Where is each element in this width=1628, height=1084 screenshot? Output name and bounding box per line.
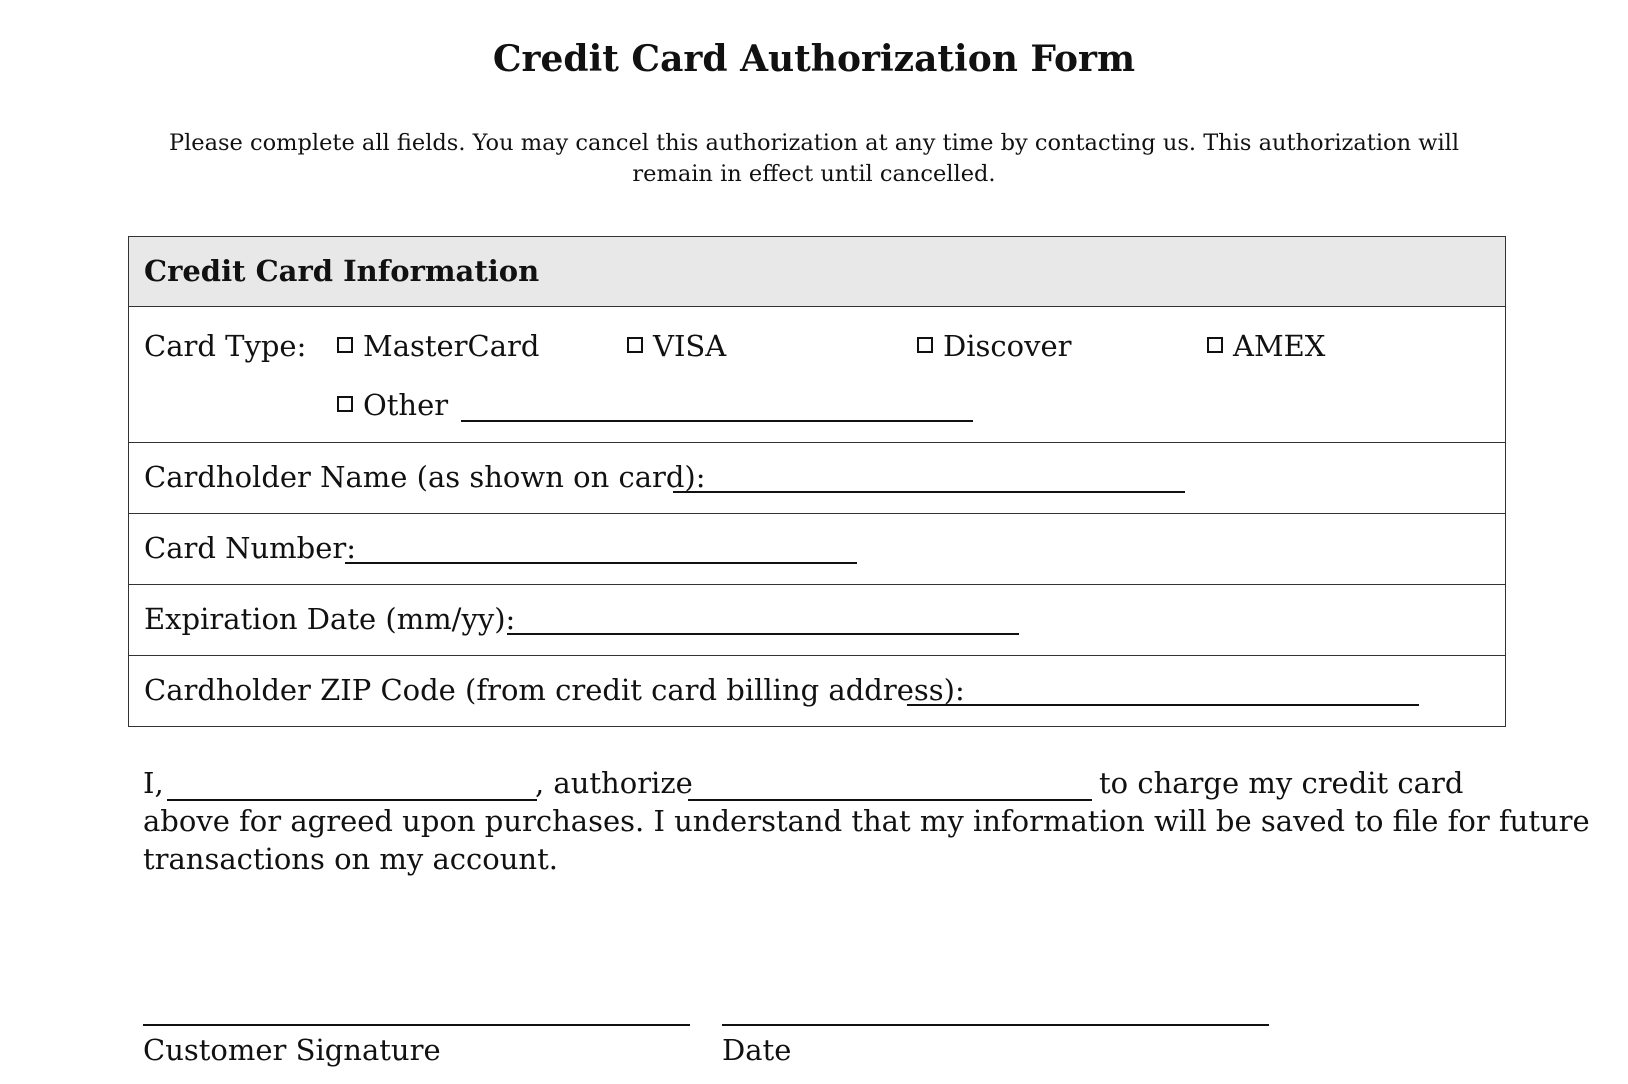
form-title: Credit Card Authorization Form [492, 38, 1136, 80]
section-header: Credit Card Information [144, 254, 540, 288]
section-header-row [129, 237, 1505, 307]
card-number-label: Card Number: [144, 531, 357, 565]
discover-option[interactable] [917, 329, 1072, 363]
cardholder-name-row [129, 443, 1505, 514]
expiration-blank[interactable] [507, 633, 1019, 635]
auth-prefix: I, [143, 766, 164, 800]
visa-checkbox[interactable] [627, 337, 643, 353]
expiration-row [129, 585, 1505, 656]
other-checkbox[interactable] [337, 396, 353, 412]
visa-option[interactable] [627, 329, 726, 363]
mastercard-checkbox[interactable] [337, 337, 353, 353]
expiration-label: Expiration Date (mm/yy): [144, 602, 516, 636]
card-number-row [129, 514, 1505, 585]
date-label: Date [722, 1033, 792, 1067]
auth-line-2: above for agreed upon purchases. I understand that my information will be saved to file for future [143, 804, 1590, 838]
card-type-row [129, 307, 1505, 443]
auth-line-3: transactions on my account. [143, 842, 558, 876]
zip-label: Cardholder ZIP Code (from credit card billing address): [144, 673, 965, 707]
auth-charge-text: to charge my credit card [1099, 766, 1464, 800]
cardholder-name-label: Cardholder Name (as shown on card): [144, 460, 706, 494]
amex-option[interactable] [1207, 329, 1325, 363]
cardholder-name-blank[interactable] [673, 491, 1185, 493]
discover-checkbox[interactable] [917, 337, 933, 353]
mastercard-option[interactable] [337, 329, 539, 363]
other-label: Other [363, 388, 449, 422]
other-card-type-blank[interactable] [461, 420, 973, 422]
form-instructions: Please complete all fields. You may cancel this authorization at any time by contacting us. This authorization will remain in effect until cancelled. [168, 130, 1460, 187]
amex-label: AMEX [1233, 329, 1326, 363]
other-option[interactable] [337, 388, 448, 422]
customer-signature-label: Customer Signature [143, 1033, 441, 1067]
customer-name-blank[interactable] [167, 799, 537, 801]
mastercard-label: MasterCard [363, 329, 540, 363]
card-number-blank[interactable] [345, 562, 857, 564]
visa-label: VISA [653, 329, 727, 363]
date-line[interactable] [722, 1024, 1269, 1026]
zip-row [129, 656, 1505, 726]
card-type-label: Card Type: [144, 329, 307, 363]
auth-authorize-text: , authorize [535, 766, 693, 800]
zip-blank[interactable] [907, 704, 1419, 706]
amex-checkbox[interactable] [1207, 337, 1223, 353]
customer-signature-line[interactable] [143, 1024, 690, 1026]
discover-label: Discover [943, 329, 1072, 363]
credit-card-info-table [128, 236, 1506, 727]
merchant-name-blank[interactable] [688, 799, 1092, 801]
